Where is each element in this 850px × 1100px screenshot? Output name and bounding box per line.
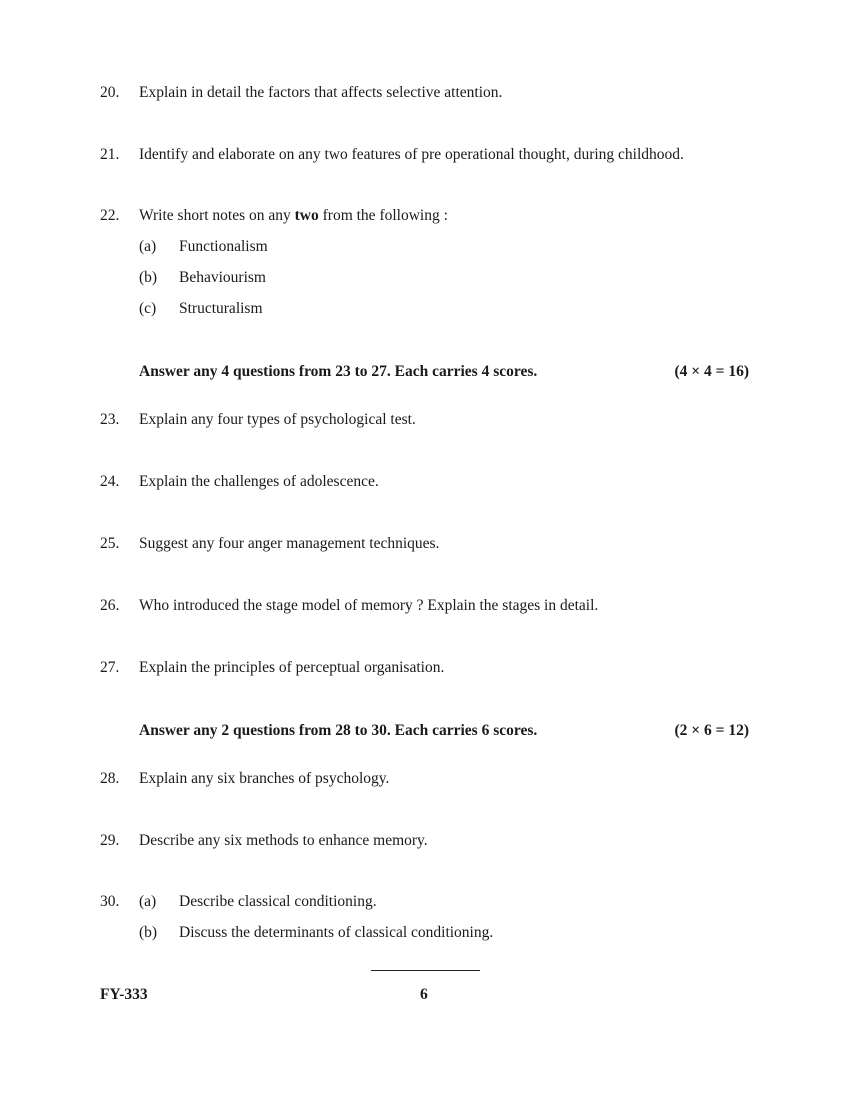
question-text: Explain any four types of psychological test. <box>139 411 416 428</box>
question-text: Write short notes on any two from the following : <box>139 207 448 224</box>
option-text: Structuralism <box>179 300 263 317</box>
question-text: Explain the challenges of adolescence. <box>139 473 379 490</box>
question-number: 20. <box>100 84 120 101</box>
section-instruction-text: Answer any 2 questions from 28 to 30. Each carries 6 scores. <box>139 722 538 739</box>
page-number: 6 <box>420 986 428 1003</box>
question-text: Identify and elaborate on any two features of pre operational thought, during childhood. <box>139 146 684 163</box>
part-label: (b) <box>139 924 158 941</box>
question-number: 22. <box>100 207 120 224</box>
question-number: 26. <box>100 597 120 614</box>
question-number: 24. <box>100 473 120 490</box>
paper-code: FY-333 <box>100 986 148 1003</box>
question-number: 23. <box>100 411 120 428</box>
question-number: 27. <box>100 659 120 676</box>
option-label: (c) <box>139 300 157 317</box>
option-text: Behaviourism <box>179 269 266 286</box>
section-instruction-text: Answer any 4 questions from 23 to 27. Each carries 4 scores. <box>139 363 538 380</box>
question-number: 29. <box>100 832 120 849</box>
footer-divider <box>371 970 480 971</box>
part-text: Discuss the determinants of classical conditioning. <box>179 924 494 941</box>
option-label: (a) <box>139 238 157 255</box>
question-text: Explain any six branches of psychology. <box>139 770 390 787</box>
part-text: Describe classical conditioning. <box>179 893 377 910</box>
question-text: Who introduced the stage model of memory ? Explain the stages in detail. <box>139 597 599 614</box>
option-label: (b) <box>139 269 158 286</box>
question-text: Explain in detail the factors that affects selective attention. <box>139 84 503 101</box>
option-text: Functionalism <box>179 238 268 255</box>
question-number: 30. <box>100 893 120 910</box>
question-text: Suggest any four anger management techniques. <box>139 535 440 552</box>
section-marks: (2 × 6 = 12) <box>674 722 749 739</box>
question-text: Explain the principles of perceptual organisation. <box>139 659 445 676</box>
question-text: Describe any six methods to enhance memory. <box>139 832 428 849</box>
question-number: 28. <box>100 770 120 787</box>
question-number: 25. <box>100 535 120 552</box>
section-marks: (4 × 4 = 16) <box>674 363 749 380</box>
part-label: (a) <box>139 893 157 910</box>
question-number: 21. <box>100 146 120 163</box>
